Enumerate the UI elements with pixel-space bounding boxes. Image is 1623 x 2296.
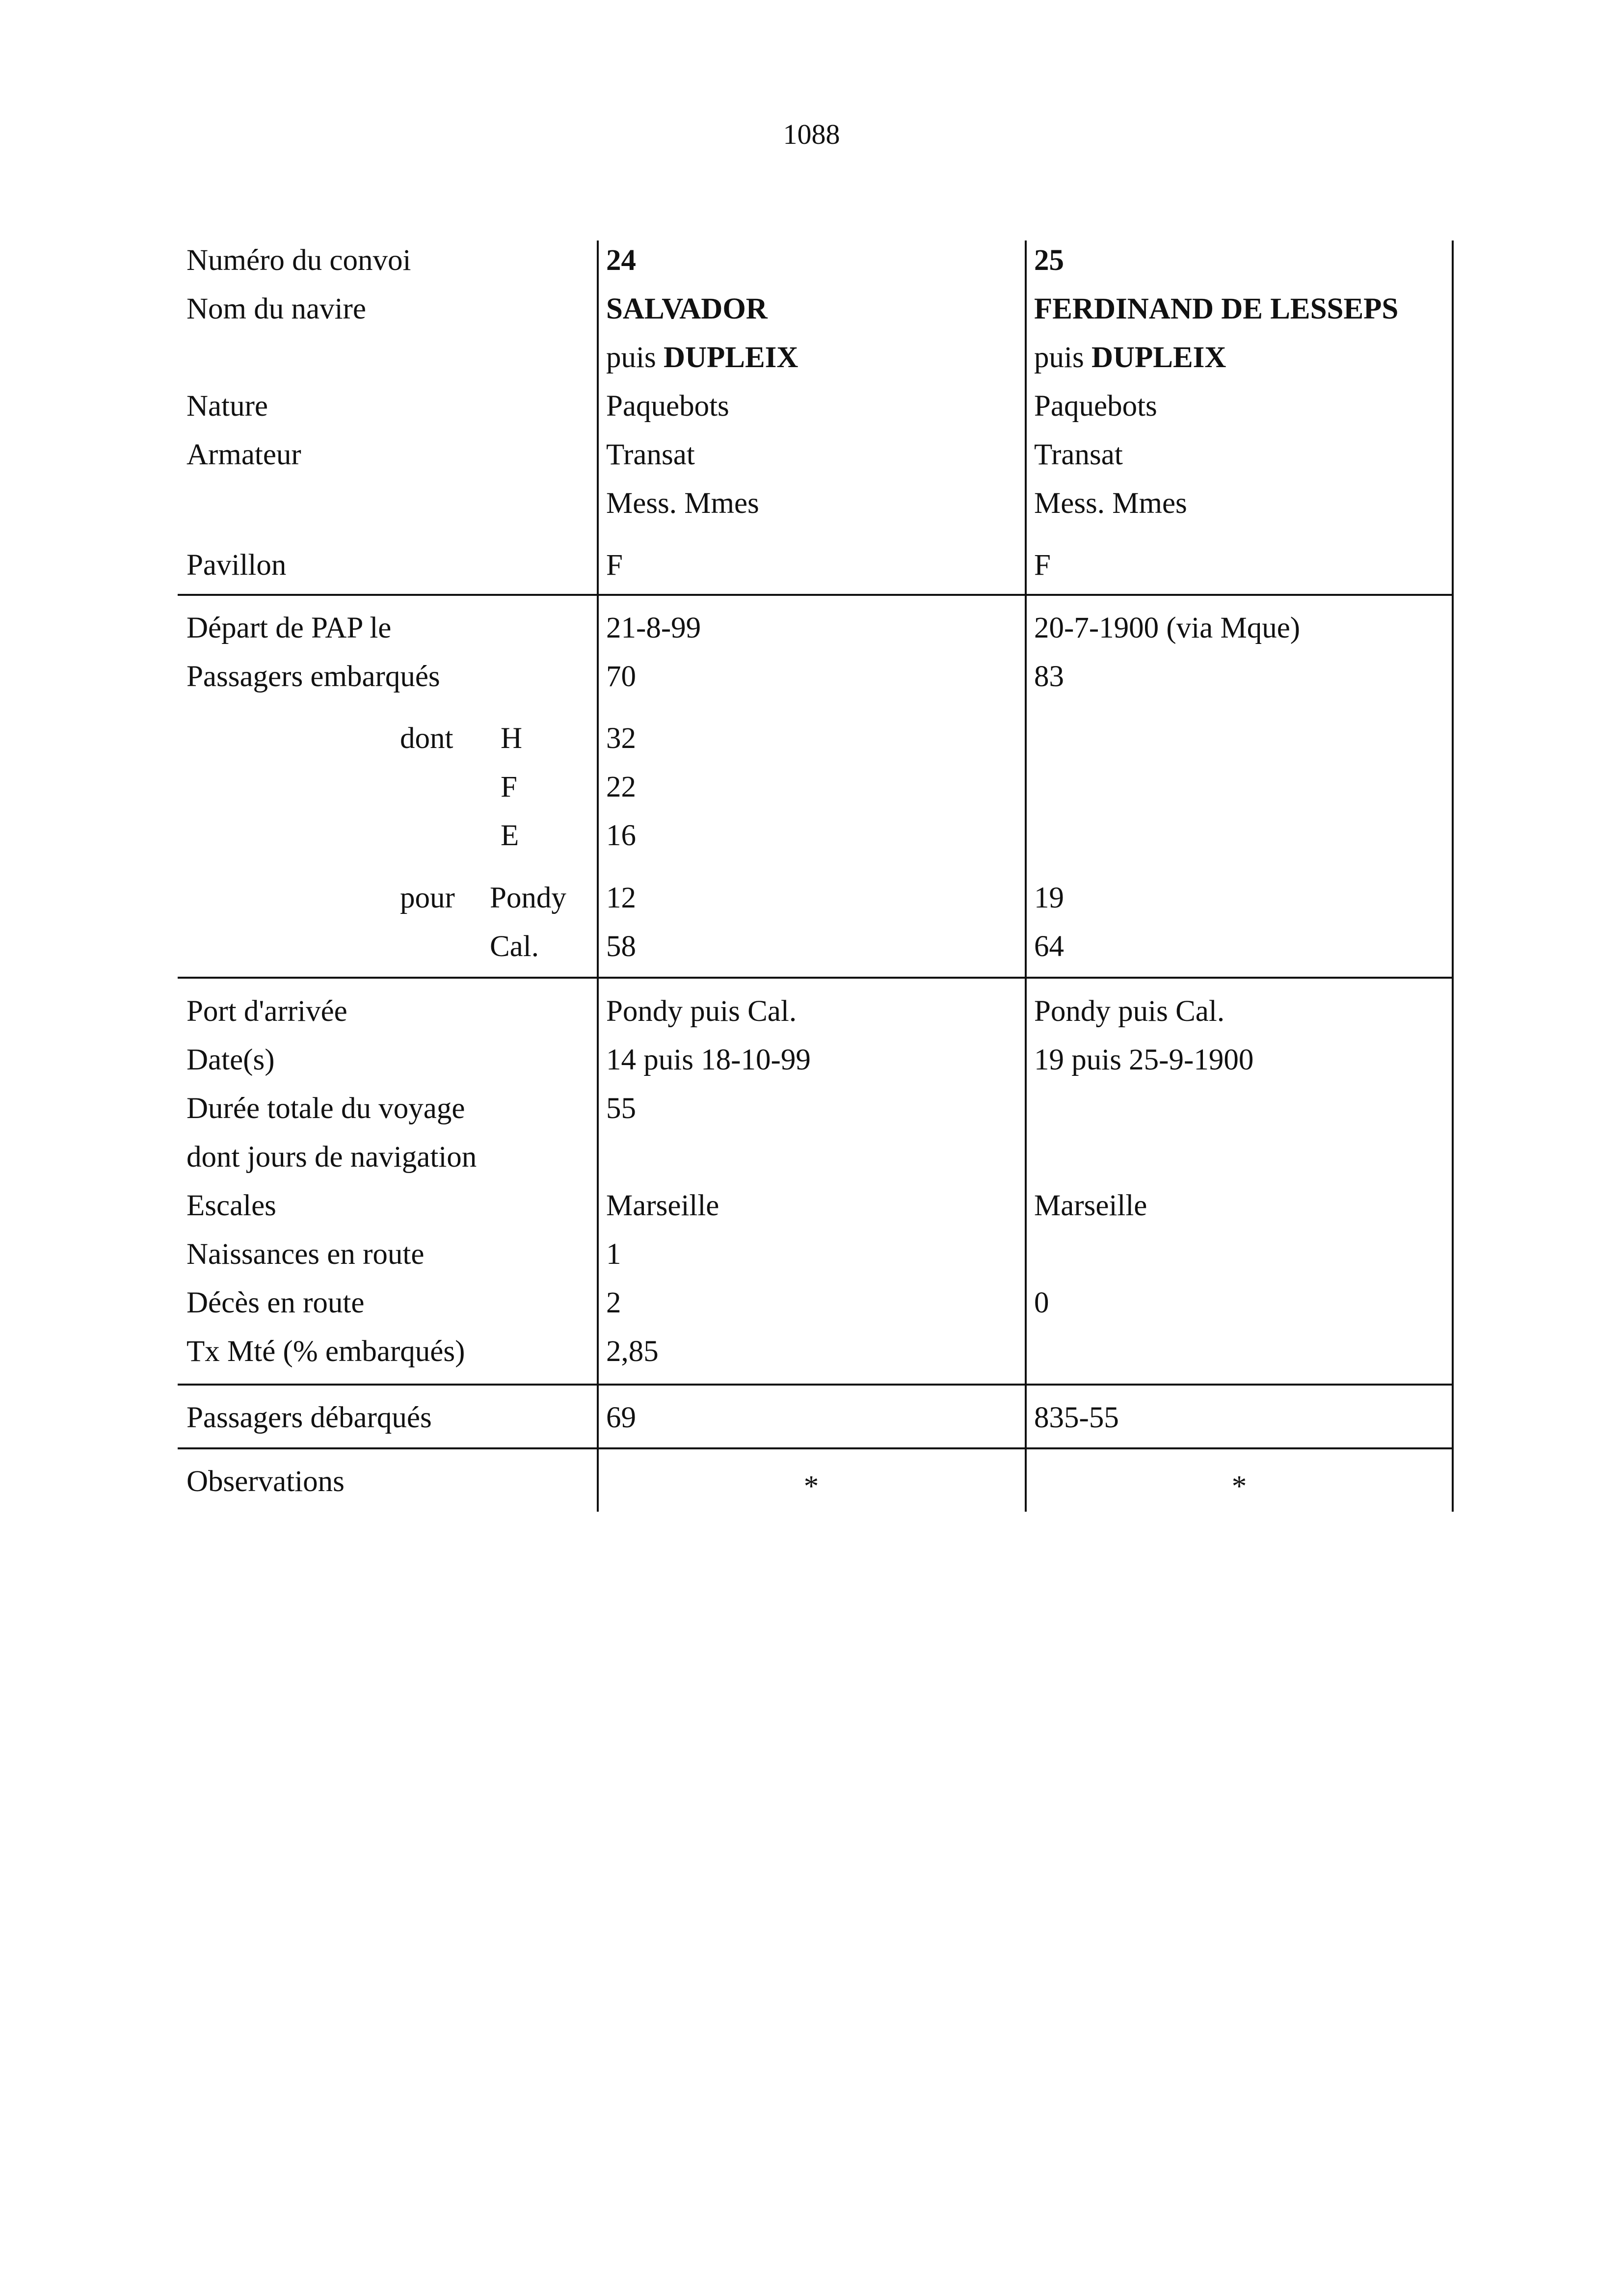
convoi-24-passagers-debarques: 69	[606, 1401, 636, 1434]
convoi-25-pour-cal: 64	[1034, 930, 1064, 963]
convoi-24-pour-pondy: 12	[606, 881, 636, 914]
label-passagers-embarques: Passagers embarqués	[186, 660, 440, 693]
convoi-25-passagers-debarques: 835-55	[1034, 1401, 1119, 1434]
label-nature: Nature	[186, 390, 268, 423]
label-pondy: Pondy	[490, 881, 566, 914]
convoi-24-nom-suite	[606, 343, 798, 373]
section-divider-1	[178, 594, 1454, 596]
convoi-25-nom-suite	[1034, 343, 1226, 373]
convoi-24-dont-f: 22	[606, 771, 636, 803]
section-divider-3	[178, 1384, 1454, 1386]
convoi-25-nature: Paquebots	[1034, 390, 1157, 423]
convoi-25-pour-pondy: 19	[1034, 881, 1064, 914]
convoi-24-dont-e: 16	[606, 819, 636, 852]
convoi-24-dates: 14 puis 18-10-99	[606, 1043, 811, 1076]
convoi-24-depart: 21-8-99	[606, 612, 701, 644]
label-passagers-debarques: Passagers débarqués	[186, 1401, 432, 1434]
label-dont-jours: dont jours de navigation	[186, 1141, 477, 1174]
label-enfants: E	[501, 819, 519, 852]
convoi-25-armateur-suite: Mess. Mmes	[1034, 487, 1187, 520]
label-femmes: F	[501, 771, 517, 803]
label-duree: Durée totale du voyage	[186, 1092, 465, 1125]
convoi-25-pavillon: F	[1034, 549, 1051, 582]
convoi-24-deces: 2	[606, 1286, 621, 1319]
convoi-25-nom-suite-name: DUPLEIX	[1091, 341, 1226, 374]
label-dates: Date(s)	[186, 1043, 275, 1076]
label-deces: Décès en route	[186, 1286, 365, 1319]
convoi-24-nom-suite-name: DUPLEIX	[663, 341, 798, 374]
convoi-24-nom: SALVADOR	[606, 293, 768, 325]
page-number: 1088	[783, 118, 840, 150]
convoi-25-deces: 0	[1034, 1286, 1049, 1319]
convoi-24-passagers-embarques: 70	[606, 660, 636, 693]
puis-text: puis	[606, 341, 656, 374]
section-divider-4	[178, 1447, 1454, 1449]
convoi-24-nature: Paquebots	[606, 390, 729, 423]
convoi-24-pour-cal: 58	[606, 930, 636, 963]
puis-text: puis	[1034, 341, 1084, 374]
convoi-24-naissances: 1	[606, 1238, 621, 1271]
label-armateur: Armateur	[186, 438, 301, 471]
convoi-25-nom: FERDINAND DE LESSEPS	[1034, 293, 1399, 325]
convoi-25-escales: Marseille	[1034, 1189, 1147, 1222]
convoi-24-tx-mte: 2,85	[606, 1335, 659, 1368]
convoi-24-dont-h: 32	[606, 722, 636, 755]
convoi-24-pavillon: F	[606, 549, 623, 582]
label-observations: Observations	[186, 1465, 345, 1498]
convoi-25-dates: 19 puis 25-9-1900	[1034, 1043, 1254, 1076]
convoi-24-observations: *	[803, 1470, 819, 1503]
label-port-arrivee: Port d'arrivée	[186, 995, 347, 1028]
label-naissances: Naissances en route	[186, 1238, 425, 1271]
convoi-24-armateur: Transat	[606, 438, 695, 471]
column-divider-1	[597, 240, 599, 1512]
convoi-24-armateur-suite: Mess. Mmes	[606, 487, 759, 520]
label-numero-convoi: Numéro du convoi	[186, 244, 411, 277]
convoi-25-passagers-embarques: 83	[1034, 660, 1064, 693]
column-divider-2	[1025, 240, 1027, 1512]
convoi-25-numero: 25	[1034, 244, 1064, 277]
convoi-24-escales: Marseille	[606, 1189, 719, 1222]
convoi-24-numero: 24	[606, 244, 636, 277]
label-nom-navire: Nom du navire	[186, 293, 366, 325]
section-divider-2	[178, 977, 1454, 979]
convoi-25-port-arrivee: Pondy puis Cal.	[1034, 995, 1225, 1028]
label-escales: Escales	[186, 1189, 276, 1222]
label-cal: Cal.	[490, 930, 539, 963]
convoi-24-port-arrivee: Pondy puis Cal.	[606, 995, 797, 1028]
convoi-25-armateur: Transat	[1034, 438, 1123, 471]
label-depart: Départ de PAP le	[186, 612, 392, 644]
label-dont: dont	[400, 722, 453, 755]
convoi-25-observations: *	[1231, 1470, 1247, 1503]
table-right-border	[1452, 240, 1454, 1512]
label-pour: pour	[400, 881, 455, 914]
label-tx-mte: Tx Mté (% embarqués)	[186, 1335, 465, 1368]
convoi-25-depart: 20-7-1900 (via Mque)	[1034, 612, 1301, 644]
convoi-24-duree: 55	[606, 1092, 636, 1125]
label-pavillon: Pavillon	[186, 549, 287, 582]
label-hommes: H	[501, 722, 523, 755]
